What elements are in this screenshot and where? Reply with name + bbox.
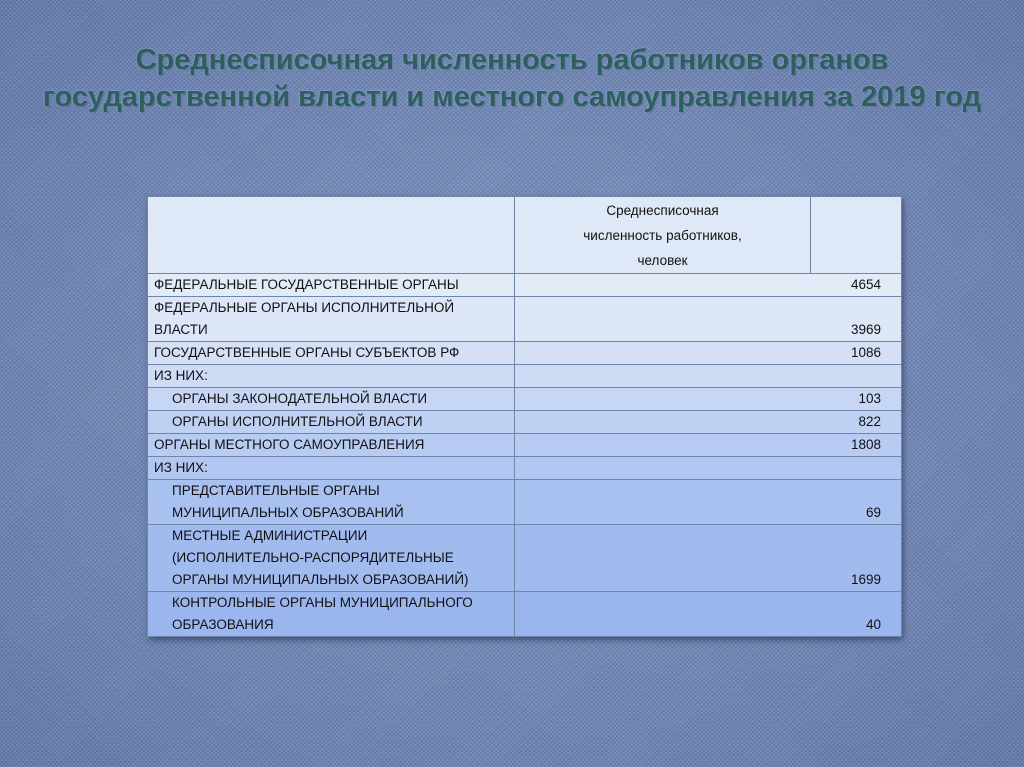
table-row <box>148 342 902 365</box>
row-value: 822 <box>515 411 902 434</box>
row-label-line: ПРЕДСТАВИТЕЛЬНЫЕ ОРГАНЫ <box>172 483 380 498</box>
row-value: 1808 <box>515 434 902 457</box>
row-label-line: ОРГАНЫ ЗАКОНОДАТЕЛЬНОЙ ВЛАСТИ <box>172 391 428 406</box>
row-label <box>148 365 515 388</box>
header-line: численность работников, <box>583 228 742 243</box>
row-value: 40 <box>515 592 902 637</box>
row-label-line: ИЗ НИХ: <box>154 460 208 475</box>
row-label <box>148 592 515 637</box>
table-header-row <box>148 197 902 274</box>
header-cell-empty <box>148 197 515 274</box>
row-label-line: МУНИЦИПАЛЬНЫХ ОБРАЗОВАНИЙ <box>172 505 404 520</box>
header-line: человек <box>637 253 688 268</box>
row-label-line: ФЕДЕРАЛЬНЫЕ ОРГАНЫ ИСПОЛНИТЕЛЬНОЙ <box>154 300 455 315</box>
row-label-line: ОРГАНЫ МУНИЦИПАЛЬНЫХ ОБРАЗОВАНИЙ) <box>172 572 469 587</box>
row-label-line: ГОСУДАРСТВЕННЫЕ ОРГАНЫ СУБЪЕКТОВ РФ <box>154 345 460 360</box>
header-line: Среднесписочная <box>606 203 719 218</box>
header-cell-extra <box>811 197 902 274</box>
row-value: 1699 <box>515 525 902 592</box>
table-row <box>148 297 902 342</box>
row-label <box>148 342 515 365</box>
row-label-line: КОНТРОЛЬНЫЕ ОРГАНЫ МУНИЦИПАЛЬНОГО <box>172 595 473 610</box>
data-table-container <box>147 196 901 637</box>
table-row <box>148 274 902 297</box>
table-row <box>148 457 902 480</box>
table-row <box>148 480 902 525</box>
row-label-line: ОРГАНЫ МЕСТНОГО САМОУПРАВЛЕНИЯ <box>154 437 425 452</box>
row-value <box>515 365 902 388</box>
row-label <box>148 434 515 457</box>
row-value: 69 <box>515 480 902 525</box>
row-label-line: ОРГАНЫ ИСПОЛНИТЕЛЬНОЙ ВЛАСТИ <box>172 414 423 429</box>
row-label-line: МЕСТНЫЕ АДМИНИСТРАЦИИ <box>172 528 368 543</box>
row-label-line: ФЕДЕРАЛЬНЫЕ ГОСУДАРСТВЕННЫЕ ОРГАНЫ <box>154 277 459 292</box>
slide-title: Среднесписочная численность работников органов государственной власти и местного самоуправления за 2019 год <box>42 44 982 113</box>
row-label-line: ОБРАЗОВАНИЯ <box>172 617 274 632</box>
row-value: 4654 <box>515 274 902 297</box>
row-label <box>148 480 515 525</box>
table-row <box>148 388 902 411</box>
table-row <box>148 365 902 388</box>
row-value: 1086 <box>515 342 902 365</box>
table-row <box>148 434 902 457</box>
row-label-line: (ИСПОЛНИТЕЛЬНО-РАСПОРЯДИТЕЛЬНЫЕ <box>172 550 454 565</box>
row-label <box>148 274 515 297</box>
staff-count-table <box>147 196 902 637</box>
row-label <box>148 525 515 592</box>
row-value: 3969 <box>515 297 902 342</box>
table-row <box>148 525 902 592</box>
row-label-line: ИЗ НИХ: <box>154 368 208 383</box>
row-label <box>148 388 515 411</box>
row-label <box>148 457 515 480</box>
row-value: 103 <box>515 388 902 411</box>
table-row <box>148 411 902 434</box>
table-row <box>148 592 902 637</box>
row-label <box>148 411 515 434</box>
header-cell-staff-count <box>515 197 811 274</box>
row-label-line: ВЛАСТИ <box>154 322 208 337</box>
row-label <box>148 297 515 342</box>
row-value <box>515 457 902 480</box>
